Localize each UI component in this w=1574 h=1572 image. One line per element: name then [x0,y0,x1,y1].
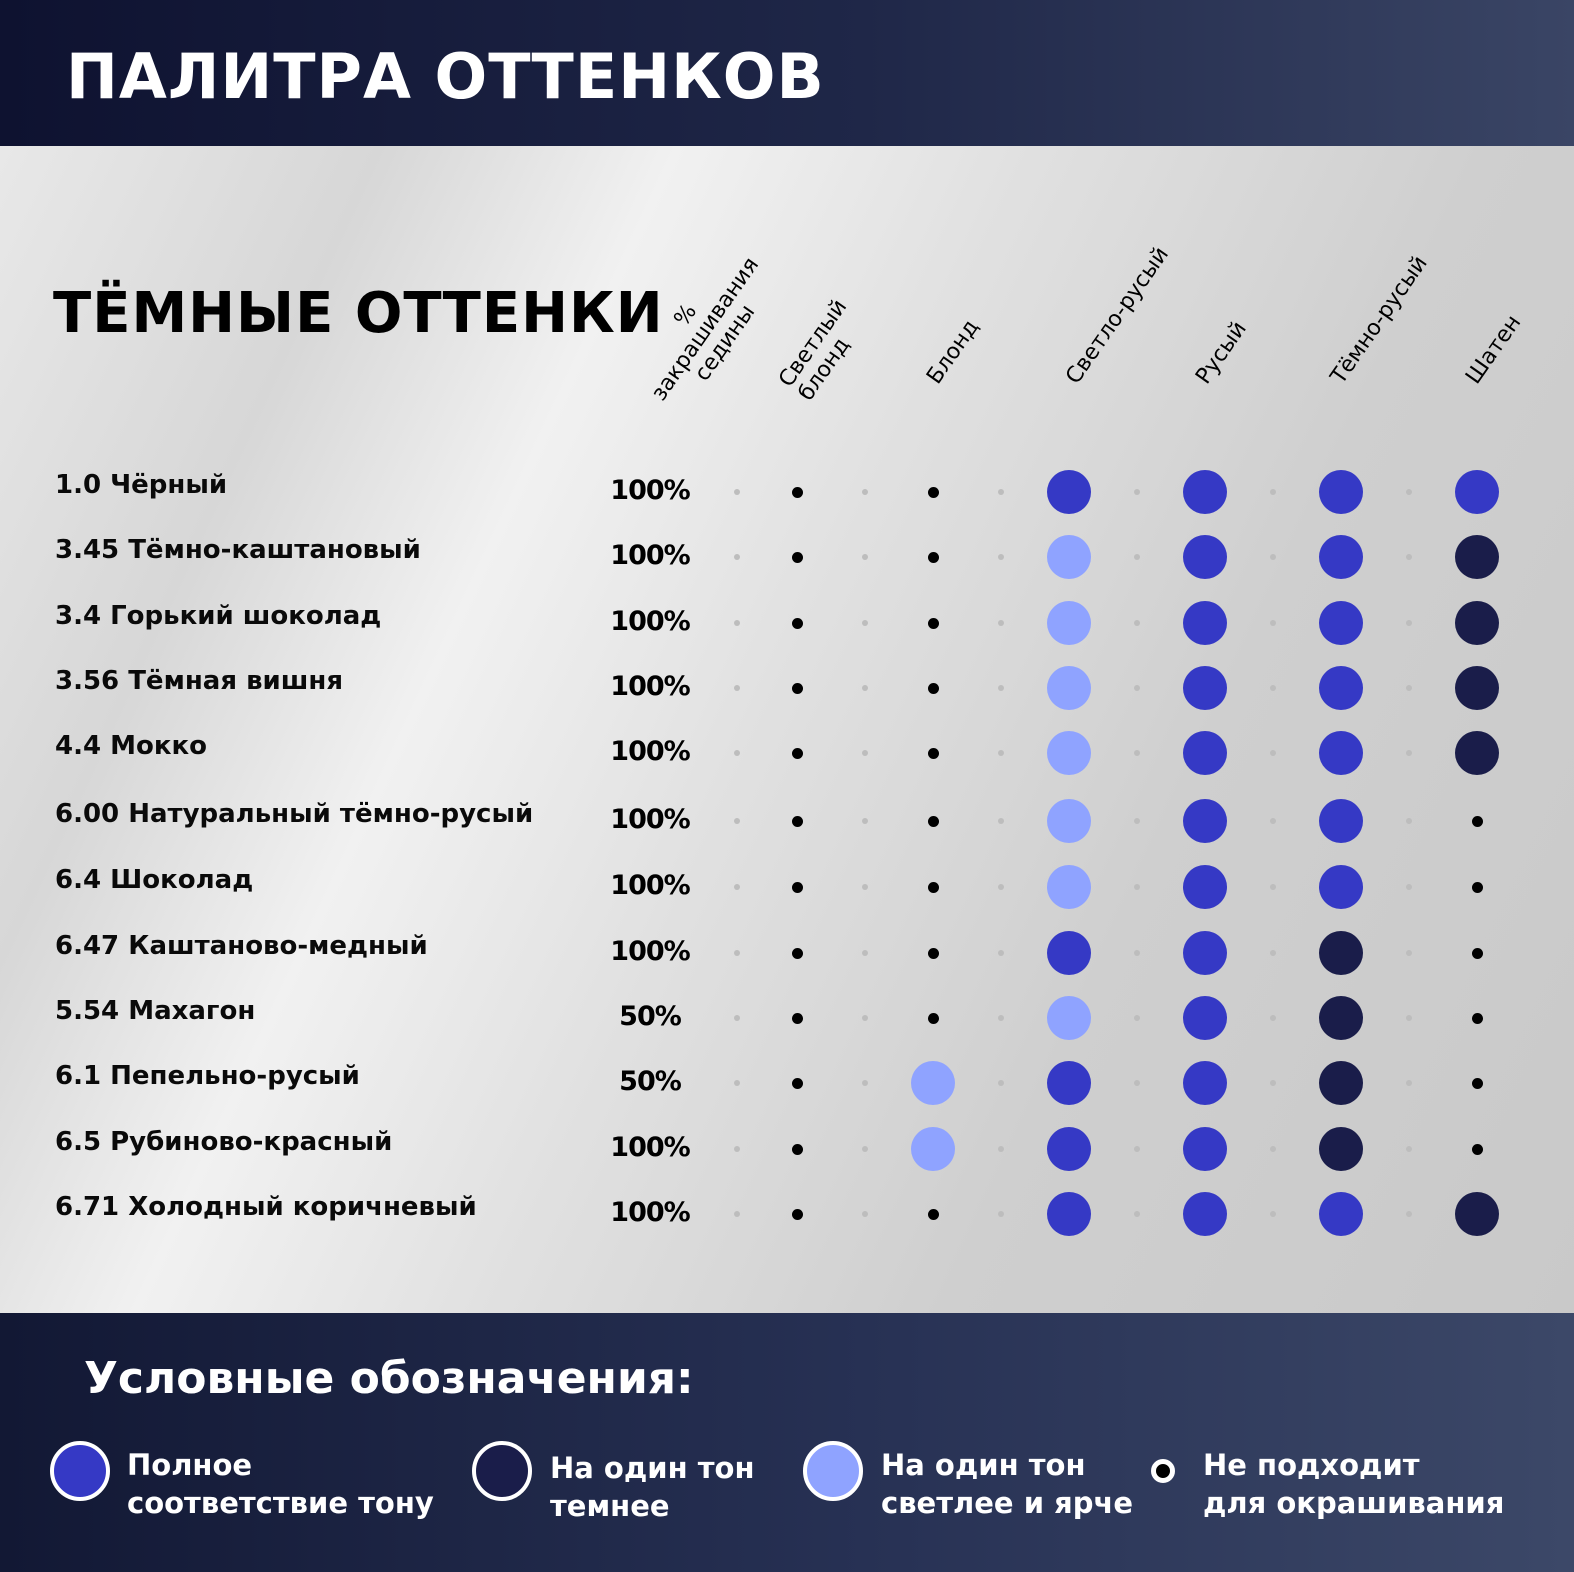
unsuitable-dot [792,748,803,759]
separator-dot [734,750,740,756]
separator-dot [1406,620,1412,626]
separator-dot [998,884,1004,890]
separator-dot [1270,818,1276,824]
separator-dot [998,950,1004,956]
separator-dot [1270,884,1276,890]
separator-dot [1270,950,1276,956]
shade-name: 6.1 Пепельно-русый [55,1061,360,1091]
separator-dot [1406,1146,1412,1152]
unsuitable-dot [928,816,939,827]
separator-dot [1406,750,1412,756]
separator-dot [734,884,740,890]
grey-coverage-value: 100% [610,540,690,571]
unsuitable-dot [928,683,939,694]
legend-darker-tone-icon [472,1441,532,1501]
separator-dot [998,489,1004,495]
unsuitable-dot [1472,1144,1483,1155]
unsuitable-dot [792,683,803,694]
separator-dot [862,1146,868,1152]
separator-dot [1406,685,1412,691]
separator-dot [998,1015,1004,1021]
column-header: Тёмно-русый [1326,251,1433,389]
separator-dot [1270,554,1276,560]
unsuitable-dot [792,618,803,629]
full-match-dot [1183,601,1227,645]
separator-dot [734,1015,740,1021]
legend-title: Условные обозначения: [84,1353,694,1404]
separator-dot [1134,750,1140,756]
separator-dot [1134,950,1140,956]
separator-dot [1406,1015,1412,1021]
grey-coverage-value: 100% [610,1132,690,1163]
unsuitable-dot [928,552,939,563]
separator-dot [734,1080,740,1086]
separator-dot [1134,1211,1140,1217]
lighter-tone-dot [1047,601,1091,645]
separator-dot [1406,950,1412,956]
separator-dot [1270,1015,1276,1021]
separator-dot [862,685,868,691]
darker-tone-dot [1455,666,1499,710]
full-match-dot [1319,731,1363,775]
header-banner [0,0,1574,146]
column-header: Светло-русый [1061,242,1174,389]
shade-name: 3.4 Горький шоколад [55,601,382,631]
separator-dot [1406,884,1412,890]
separator-dot [1134,1146,1140,1152]
full-match-dot [1183,1127,1227,1171]
separator-dot [734,620,740,626]
unsuitable-dot [928,1013,939,1024]
darker-tone-dot [1319,1061,1363,1105]
separator-dot [1270,685,1276,691]
separator-dot [1134,554,1140,560]
shade-name: 1.0 Чёрный [55,470,228,500]
darker-tone-dot [1455,535,1499,579]
unsuitable-dot [792,948,803,959]
legend-full-match-icon [50,1441,110,1501]
full-match-dot [1047,1061,1091,1105]
separator-dot [1270,1146,1276,1152]
legend-label: На один тон темнее [550,1451,755,1523]
separator-dot [1270,620,1276,626]
shade-name: 3.56 Тёмная вишня [55,666,344,696]
shade-name: 6.71 Холодный коричневый [55,1192,477,1222]
unsuitable-dot [928,618,939,629]
separator-dot [998,1146,1004,1152]
separator-dot [998,1211,1004,1217]
full-match-dot [1319,535,1363,579]
grey-coverage-value: 100% [610,1197,690,1228]
full-match-dot [1047,1127,1091,1171]
legend-lighter-tone-icon [803,1441,863,1501]
separator-dot [1270,1080,1276,1086]
unsuitable-dot [928,1209,939,1220]
separator-dot [862,950,868,956]
separator-dot [1270,489,1276,495]
separator-dot [862,818,868,824]
separator-dot [1134,818,1140,824]
full-match-dot [1183,535,1227,579]
separator-dot [1270,1211,1276,1217]
separator-dot [734,685,740,691]
shade-name: 5.54 Махагон [55,996,256,1026]
full-match-dot [1183,666,1227,710]
separator-dot [1406,1211,1412,1217]
separator-dot [862,554,868,560]
unsuitable-dot [1472,882,1483,893]
separator-dot [998,685,1004,691]
separator-dot [998,554,1004,560]
lighter-tone-dot [1047,865,1091,909]
separator-dot [1406,818,1412,824]
column-header: % закрашивания седины [646,252,765,406]
separator-dot [1134,685,1140,691]
separator-dot [862,1015,868,1021]
full-match-dot [1319,1192,1363,1236]
unsuitable-dot [1472,948,1483,959]
separator-dot [734,554,740,560]
lighter-tone-dot [1047,731,1091,775]
darker-tone-dot [1319,996,1363,1040]
separator-dot [1134,1015,1140,1021]
darker-tone-dot [1455,601,1499,645]
legend-label: Не подходит для окрашивания [1203,1448,1505,1520]
separator-dot [862,620,868,626]
full-match-dot [1047,931,1091,975]
unsuitable-dot [1472,1078,1483,1089]
darker-tone-dot [1319,1127,1363,1171]
shade-name: 6.00 Натуральный тёмно-русый [55,799,534,829]
full-match-dot [1183,1061,1227,1105]
unsuitable-dot [928,882,939,893]
full-match-dot [1047,1192,1091,1236]
separator-dot [734,1211,740,1217]
unsuitable-dot [792,882,803,893]
column-header: Шатен [1461,310,1527,389]
column-header: Блонд [922,315,985,389]
separator-dot [1134,884,1140,890]
separator-dot [734,950,740,956]
grey-coverage-value: 100% [610,475,690,506]
separator-dot [998,818,1004,824]
full-match-dot [1319,799,1363,843]
separator-dot [862,489,868,495]
page-title: ПАЛИТРА ОТТЕНКОВ [66,40,825,113]
separator-dot [862,1080,868,1086]
full-match-dot [1183,996,1227,1040]
full-match-dot [1183,470,1227,514]
darker-tone-dot [1319,931,1363,975]
legend-label: На один тон светлее и ярче [881,1448,1134,1520]
grey-coverage-value: 100% [610,671,690,702]
full-match-dot [1455,470,1499,514]
grey-coverage-value: 100% [610,606,690,637]
unsuitable-dot [792,552,803,563]
full-match-dot [1047,470,1091,514]
shade-name: 4.4 Мокко [55,731,208,761]
separator-dot [734,1146,740,1152]
full-match-dot [1183,931,1227,975]
shade-name: 6.5 Рубиново-красный [55,1127,393,1157]
full-match-dot [1319,470,1363,514]
lighter-tone-dot [1047,535,1091,579]
separator-dot [998,750,1004,756]
separator-dot [734,489,740,495]
grey-coverage-value: 100% [610,936,690,967]
lighter-tone-dot [911,1127,955,1171]
grey-coverage-value: 100% [610,870,690,901]
unsuitable-dot [792,1209,803,1220]
shade-name: 6.47 Каштаново-медный [55,931,428,961]
separator-dot [1406,554,1412,560]
full-match-dot [1319,666,1363,710]
lighter-tone-dot [1047,666,1091,710]
grey-coverage-value: 50% [619,1066,681,1097]
separator-dot [1134,489,1140,495]
full-match-dot [1183,865,1227,909]
column-header: Светлый блонд [774,295,855,406]
separator-dot [862,750,868,756]
separator-dot [998,620,1004,626]
unsuitable-dot [792,816,803,827]
unsuitable-dot [928,487,939,498]
full-match-dot [1319,865,1363,909]
full-match-dot [1319,601,1363,645]
unsuitable-dot [792,1078,803,1089]
darker-tone-dot [1455,1192,1499,1236]
section-title: ТЁМНЫЕ ОТТЕНКИ [53,281,664,346]
unsuitable-dot [928,948,939,959]
unsuitable-dot [1472,1013,1483,1024]
legend-unsuitable-icon [1151,1459,1175,1483]
unsuitable-dot [792,1144,803,1155]
separator-dot [1134,620,1140,626]
unsuitable-dot [792,1013,803,1024]
column-header: Русый [1191,317,1252,389]
unsuitable-dot [1472,816,1483,827]
separator-dot [1406,489,1412,495]
darker-tone-dot [1455,731,1499,775]
lighter-tone-dot [911,1061,955,1105]
separator-dot [1134,1080,1140,1086]
full-match-dot [1183,731,1227,775]
full-match-dot [1183,799,1227,843]
grey-coverage-value: 50% [619,1001,681,1032]
lighter-tone-dot [1047,996,1091,1040]
lighter-tone-dot [1047,799,1091,843]
unsuitable-dot [792,487,803,498]
separator-dot [1270,750,1276,756]
grey-coverage-value: 100% [610,736,690,767]
full-match-dot [1183,1192,1227,1236]
grey-coverage-value: 100% [610,804,690,835]
separator-dot [734,818,740,824]
separator-dot [862,884,868,890]
legend-label: Полное соответствие тону [127,1448,434,1520]
separator-dot [862,1211,868,1217]
legend-panel [0,1313,1574,1572]
separator-dot [998,1080,1004,1086]
shade-name: 6.4 Шоколад [55,865,254,895]
unsuitable-dot [928,748,939,759]
shade-name: 3.45 Тёмно-каштановый [55,535,421,565]
separator-dot [1406,1080,1412,1086]
